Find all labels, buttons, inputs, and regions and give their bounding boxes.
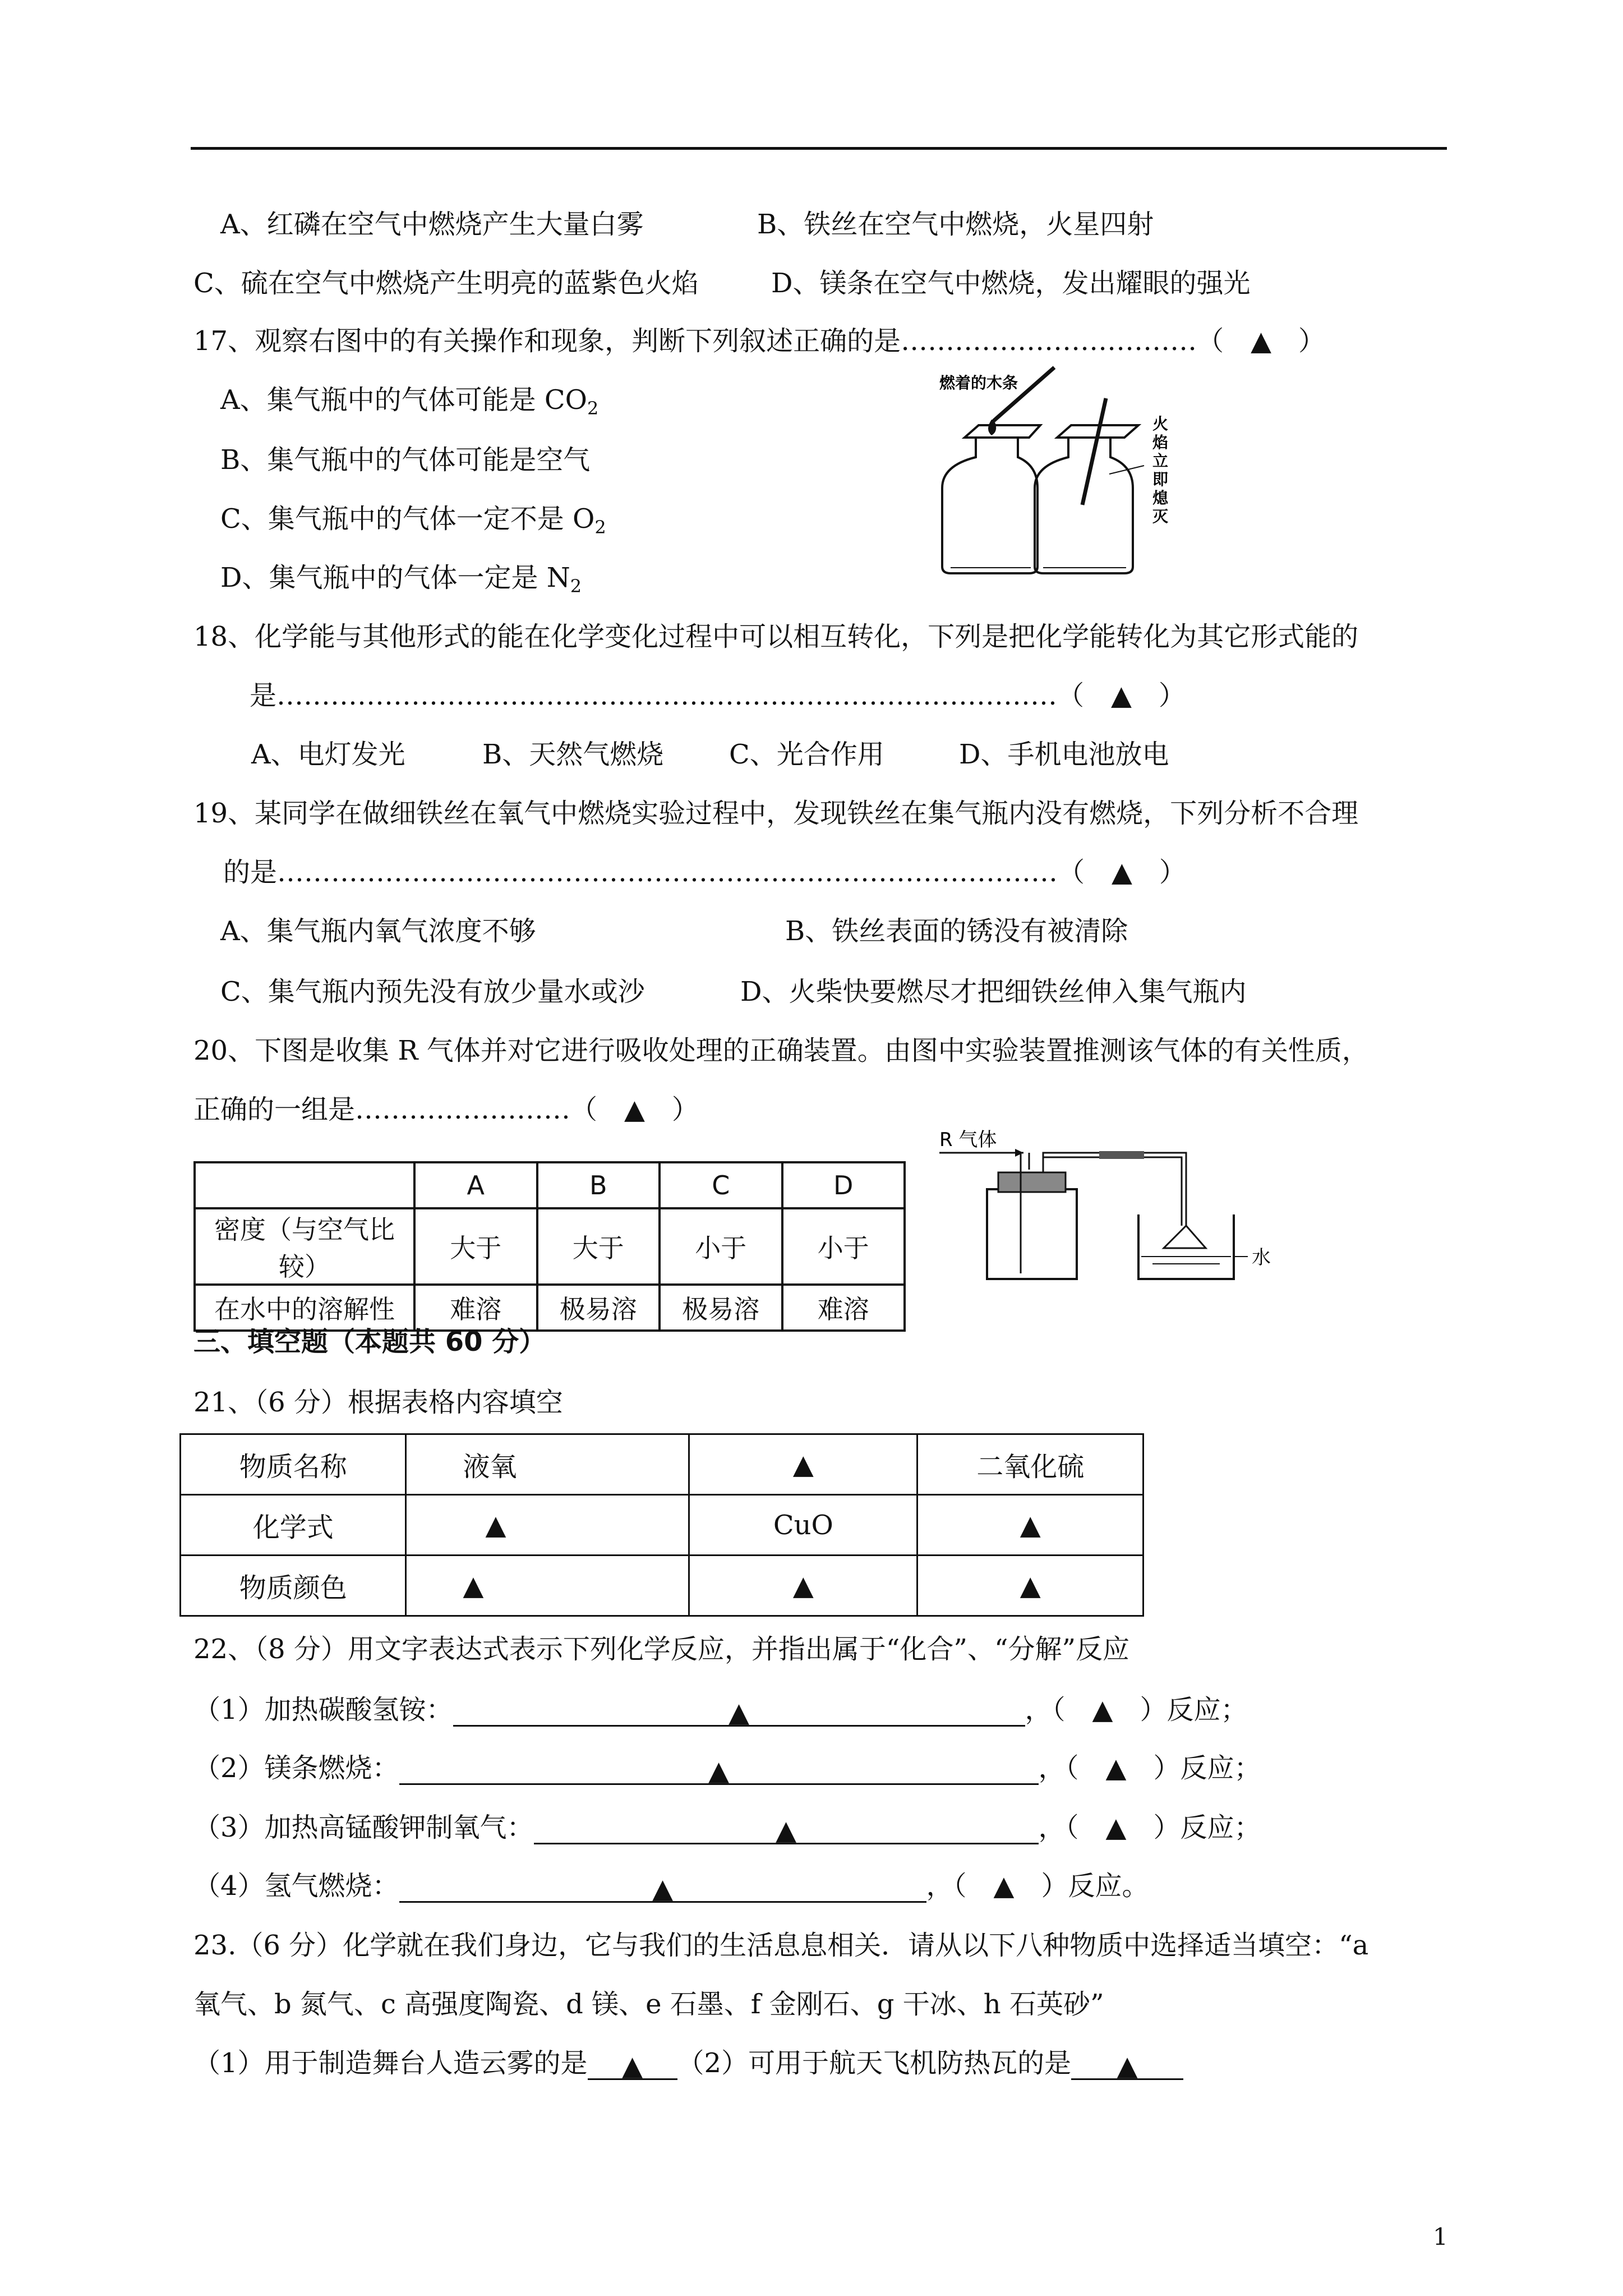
q20-stem-line2: 正确的一组是……………………（ ▲ ） (193, 1094, 699, 1125)
q18-stem-line1: 18、化学能与其他形式的能在化学变化过程中可以相互转化，下列是把化学能转化为其它形式能的 (193, 621, 1359, 652)
q21-stem: 21、（6 分）根据表格内容填空 (193, 1387, 563, 1418)
svg-text:焰: 焰 (1152, 433, 1169, 452)
q19-stem-line1: 19、某同学在做细铁丝在氧气中燃烧实验过程中，发现铁丝在集气瓶内没有燃烧，下列分析不合理 (193, 798, 1359, 829)
q19-option-d: D、火柴快要燃尽才把细铁丝伸入集气瓶内 (740, 976, 1247, 1007)
q19-option-c: C、集气瓶内预先没有放少量水或沙 (220, 976, 645, 1007)
q23-stem-line1: 23.（6 分）化学就在我们身边，它与我们的生活息息相关．请从以下八种物质中选择适当填空：“a (193, 1930, 1369, 1961)
q19-option-b: B、铁丝表面的锈没有被清除 (785, 915, 1128, 947)
answer-blank[interactable]: ▲ (399, 1872, 926, 1903)
section-3-heading: 三、填空题（本题共 60 分） (193, 1326, 546, 1358)
svg-text:火: 火 (1152, 415, 1169, 433)
header-rule (191, 147, 1447, 150)
q16-option-a: A、红磷在空气中燃烧产生大量白雾 (220, 209, 644, 240)
table-row: 物质颜色 ▲ ▲ ▲ (181, 1556, 1144, 1616)
page-number: 1 (1433, 2223, 1448, 2251)
q20-stem-line1: 20、下图是收集 R 气体并对它进行吸收处理的正确装置。由图中实验装置推测该气体的有关性质， (193, 1035, 1369, 1066)
q17-option-a: A、集气瓶中的气体可能是 $CO_2$ (220, 384, 599, 419)
q17-option-b: B、集气瓶中的气体可能是空气 (220, 444, 591, 476)
q22-stem: 22、（8 分）用文字表达式表示下列化学反应，并指出属于“化合”、“分解”反应 (193, 1634, 1130, 1665)
q17-stem: 17、观察右图中的有关操作和现象，判断下列叙述正确的是……………………………（ ▲ ） (193, 325, 1325, 357)
answer-blank[interactable]: ▲ (453, 1696, 1025, 1727)
table-row: 密度（与空气比较） 大于 大于 小于 小于 (195, 1208, 905, 1285)
answer-blank[interactable]: ▲ (588, 2049, 677, 2080)
q22-item-3: （3）加热高锰酸钾制氧气： ▲ ，（ ▲ ）反应； (193, 1812, 1261, 1846)
q18-option-c: C、光合作用 (729, 739, 884, 770)
q16-option-b: B、铁丝在空气中燃烧，火星四射 (757, 209, 1154, 240)
q20-properties-table (193, 1161, 906, 1332)
q22-item-1: （1）加热碳酸氢铵： ▲ ，（ ▲ ）反应； (193, 1694, 1248, 1728)
q17-fig-label-stick: 燃着的木条 (939, 374, 1018, 392)
table-row: 在水中的溶解性 难溶 极易溶 极易溶 难溶 (195, 1285, 905, 1331)
svg-text:灭: 灭 (1152, 507, 1169, 526)
answer-blank[interactable]: ▲ (534, 1814, 1039, 1844)
q18-option-b: B、天然气燃烧 (482, 739, 664, 770)
q23-stem-line2: 氧气、b 氮气、c 高强度陶瓷、d 镁、e 石墨、f 金刚石、g 干冰、h 石英砂” (193, 1989, 1104, 2020)
q20-fig-water-label: 水 (1252, 1246, 1271, 1269)
q18-option-d: D、手机电池放电 (959, 739, 1169, 770)
q20-fig-gas-label: R 气体 (939, 1129, 997, 1151)
table-row: 物质名称 液氧 ▲ 二氧化硫 (181, 1434, 1144, 1495)
q22-item-2: （2）镁条燃烧： ▲ ，（ ▲ ）反应； (193, 1752, 1261, 1787)
q17-option-d: D、集气瓶中的气体一定是 $N_2$ (220, 562, 582, 597)
q22-item-4: （4）氢气燃烧： ▲ ，（ ▲ ）反应。 (193, 1870, 1149, 1904)
q20-figure (931, 1119, 1279, 1287)
q17-figure (931, 353, 1189, 578)
q21-substance-table (179, 1433, 1144, 1617)
svg-text:立: 立 (1152, 452, 1169, 470)
q16-option-d: D、镁条在空气中燃烧，发出耀眼的强光 (771, 268, 1251, 299)
q18-option-a: A、电灯发光 (251, 739, 405, 770)
q19-option-a: A、集气瓶内氧气浓度不够 (220, 915, 536, 947)
q19-stem-line2: 的是……………………………………………………………………………（ ▲ ） (223, 857, 1186, 888)
q17-option-c: C、集气瓶中的气体一定不是 $O_2$ (220, 503, 606, 538)
table-row: A B C D (195, 1162, 905, 1208)
answer-blank[interactable]: ▲ (399, 1754, 1039, 1785)
svg-text:即: 即 (1152, 470, 1169, 489)
q18-stem-line2: 是……………………………………………………………………………（ ▲ ） (250, 680, 1186, 711)
table-row: 化学式 ▲ CuO ▲ (181, 1495, 1144, 1556)
svg-text:熄: 熄 (1152, 489, 1169, 507)
answer-blank[interactable]: ▲ (1071, 2049, 1183, 2080)
q17-fig-label-flame (1152, 415, 1169, 526)
q16-option-c: C、硫在空气中燃烧产生明亮的蓝紫色火焰 (193, 268, 699, 299)
q23-part1: （1）用于制造舞台人造云雾的是 ▲ （2）可用于航天飞机防热瓦的是 ▲ (193, 2046, 1183, 2080)
